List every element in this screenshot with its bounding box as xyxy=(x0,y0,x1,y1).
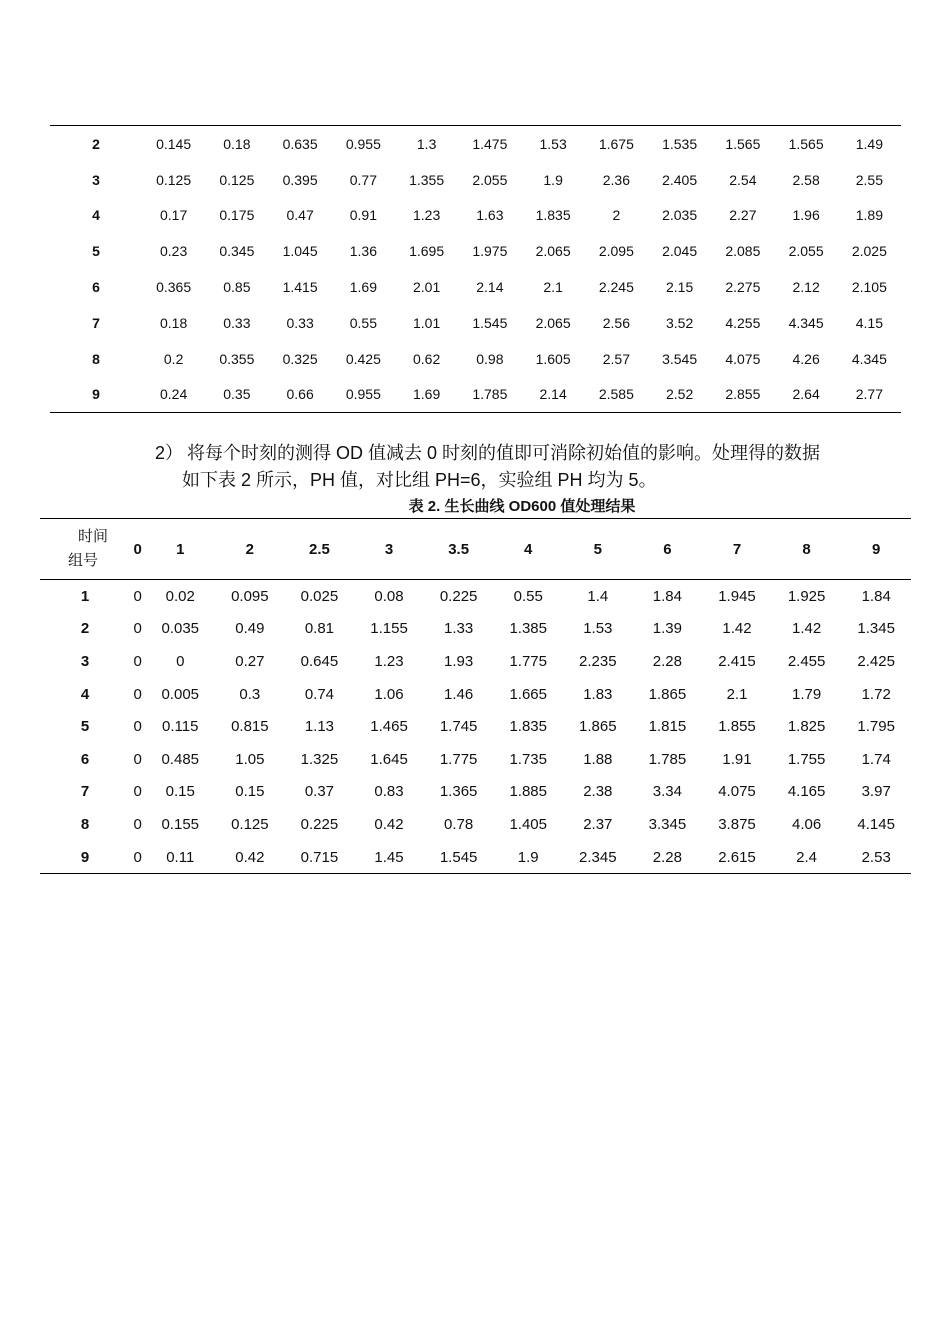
table-cell: 1.385 xyxy=(509,620,547,638)
table-cell: 0.095 xyxy=(231,587,269,605)
row-label: 9 xyxy=(80,848,90,866)
table-row xyxy=(40,613,911,646)
row-label: 8 xyxy=(80,815,90,833)
table-cell: 2.415 xyxy=(718,652,756,670)
table-cell: 1.045 xyxy=(282,243,318,260)
table-cell: 1.4 xyxy=(587,587,609,605)
table-cell: 0.645 xyxy=(300,652,339,670)
paragraph-line-2: 如下表 2 所示，PH 值，对比组 PH=6，实验组 PH 均为 5。 xyxy=(182,470,657,490)
table-cell: 0.15 xyxy=(235,783,265,801)
table-cell: 2.275 xyxy=(725,279,761,296)
table-cell: 0.025 xyxy=(300,587,339,605)
table-cell: 1.06 xyxy=(374,685,404,703)
table-cell: 1.91 xyxy=(722,750,752,768)
table-cell: 0.635 xyxy=(282,135,318,152)
table-cell: 2.37 xyxy=(583,815,613,833)
table-cell: 0.02 xyxy=(165,587,195,605)
table-cell: 1.23 xyxy=(374,652,404,670)
table-cell: 0.17 xyxy=(160,207,188,224)
table-cell: 1.755 xyxy=(787,750,826,768)
table-cell: 1.33 xyxy=(444,620,474,638)
table-cell: 1.39 xyxy=(652,620,682,638)
table-cell: 1.79 xyxy=(791,685,822,703)
table-cell: 1.69 xyxy=(413,386,441,403)
table-cell: 2.14 xyxy=(476,279,504,296)
table-cell: 4.345 xyxy=(788,314,824,331)
table-cell: 4.145 xyxy=(857,815,895,833)
table-row xyxy=(40,678,911,711)
table-cell: 0.85 xyxy=(223,279,251,296)
table-cell: 2.57 xyxy=(602,350,630,367)
row-label: 4 xyxy=(80,685,90,703)
table-cell: 0.18 xyxy=(223,135,251,152)
table-cell: 2.28 xyxy=(652,652,682,670)
table-cell: 0.37 xyxy=(304,783,335,801)
od600-processed-table xyxy=(40,518,911,874)
table-cell: 1.13 xyxy=(304,718,335,736)
table-cell: 0.77 xyxy=(349,171,377,188)
table-cell: 1.89 xyxy=(855,207,883,224)
table-row xyxy=(50,377,901,413)
table-cell: 0.47 xyxy=(286,207,314,224)
table-cell: 0.715 xyxy=(300,848,339,866)
table-cell: 1.475 xyxy=(472,135,508,152)
table-cell: 0.24 xyxy=(160,386,188,403)
table-cell: 1.745 xyxy=(439,718,478,736)
table-cell: 2.095 xyxy=(598,243,634,260)
table-cell: 1.46 xyxy=(444,685,474,703)
table2-caption-text: 表 2. 生长曲线 OD600 值处理结果 xyxy=(408,498,636,515)
table2-body xyxy=(40,580,911,874)
table-cell: 2.085 xyxy=(725,243,761,260)
table-cell: 0 xyxy=(133,815,142,833)
table-cell: 1.735 xyxy=(509,750,547,768)
column-header: 9 xyxy=(872,540,881,558)
table-cell: 2.28 xyxy=(652,848,682,866)
table-cell: 0 xyxy=(133,652,142,670)
table-cell: 2.36 xyxy=(602,171,630,188)
table-cell: 1.49 xyxy=(855,135,883,152)
table-cell: 1.565 xyxy=(725,135,761,152)
table-cell: 1.825 xyxy=(787,718,826,736)
table-cell: 2.56 xyxy=(602,314,630,331)
table-cell: 1.96 xyxy=(792,207,820,224)
table-cell: 0.11 xyxy=(166,848,195,866)
table-row xyxy=(40,808,911,841)
column-header: 3.5 xyxy=(448,540,470,558)
table-cell: 2.58 xyxy=(792,171,820,188)
row-label: 5 xyxy=(80,718,90,736)
table-cell: 1.325 xyxy=(300,750,339,768)
table2-caption xyxy=(0,495,950,516)
table-row xyxy=(50,269,901,305)
table-cell: 1.545 xyxy=(472,314,508,331)
table-cell: 1.53 xyxy=(583,620,613,638)
table-cell: 0.005 xyxy=(161,685,200,703)
table-cell: 0 xyxy=(133,783,142,801)
table-cell: 4.255 xyxy=(725,314,761,331)
table-cell: 1.72 xyxy=(861,685,891,703)
table-cell: 2.54 xyxy=(729,171,757,188)
table-cell: 1.675 xyxy=(598,135,634,152)
table-cell: 4.15 xyxy=(855,314,883,331)
table-row xyxy=(50,198,901,234)
table-cell: 1.36 xyxy=(349,243,377,260)
table-cell: 1.775 xyxy=(509,652,547,670)
table-cell: 1.63 xyxy=(476,207,504,224)
row-label: 7 xyxy=(80,783,90,801)
od600-raw-table-continued xyxy=(50,125,901,413)
table-cell: 1.865 xyxy=(648,685,687,703)
table-cell: 1.795 xyxy=(857,718,895,736)
table-cell: 0 xyxy=(133,718,142,736)
table-cell: 1.605 xyxy=(535,350,571,367)
table-cell: 0.125 xyxy=(231,815,269,833)
table-cell: 1.885 xyxy=(509,783,547,801)
table-cell: 0.33 xyxy=(286,314,314,331)
table-cell: 1.01 xyxy=(413,314,441,331)
table-cell: 1.9 xyxy=(543,171,563,188)
row-label: 9 xyxy=(92,386,100,403)
column-header: 3 xyxy=(384,540,394,558)
table-cell: 4.06 xyxy=(791,815,822,833)
row-label: 5 xyxy=(92,243,100,260)
table-cell: 4.075 xyxy=(725,350,761,367)
row-label: 8 xyxy=(92,350,100,367)
table-cell: 2.065 xyxy=(535,243,571,260)
table-cell: 0.08 xyxy=(374,587,404,605)
table-cell: 0 xyxy=(133,848,142,866)
table-cell: 1.465 xyxy=(370,718,408,736)
paragraph-line-1 xyxy=(155,440,885,467)
table-cell: 2 xyxy=(612,207,621,224)
table-cell: 1.775 xyxy=(439,750,478,768)
table-cell: 1.69 xyxy=(349,279,377,296)
table-cell: 1.155 xyxy=(370,620,408,638)
corner-group-label: 组号 xyxy=(68,552,99,569)
table-cell: 1.42 xyxy=(791,620,822,638)
corner-time-label: 时间 xyxy=(77,528,108,545)
table-cell: 2.585 xyxy=(598,386,634,403)
table-cell: 0.365 xyxy=(156,279,192,296)
table-cell: 2.4 xyxy=(796,848,818,866)
table-cell: 1.84 xyxy=(652,587,682,605)
row-label: 1 xyxy=(80,587,90,605)
table-cell: 0.355 xyxy=(219,350,255,367)
table-cell: 0.55 xyxy=(349,314,377,331)
table-cell: 1.53 xyxy=(539,135,567,152)
table-row xyxy=(40,645,911,678)
table-cell: 0.3 xyxy=(239,685,261,703)
row-label: 6 xyxy=(80,750,90,768)
table-cell: 2.855 xyxy=(725,386,761,403)
table-cell: 0.66 xyxy=(286,386,314,403)
table-cell: 0.55 xyxy=(513,587,543,605)
row-label: 3 xyxy=(92,171,100,188)
table-cell: 1.3 xyxy=(416,135,437,152)
column-header: 2.5 xyxy=(309,540,330,558)
table-cell: 1.835 xyxy=(509,718,547,736)
table-cell: 0.425 xyxy=(345,350,381,367)
table-cell: 3.345 xyxy=(648,815,687,833)
column-header: 8 xyxy=(802,540,811,558)
column-header: 6 xyxy=(663,540,672,558)
table-cell: 1.05 xyxy=(235,750,265,768)
table-row xyxy=(50,126,901,162)
table-cell: 1.545 xyxy=(439,848,478,866)
table-row xyxy=(40,710,911,743)
table-cell: 0.115 xyxy=(162,718,199,736)
table-cell: 4.345 xyxy=(851,350,887,367)
table-cell: 0.35 xyxy=(223,386,251,403)
table-cell: 0.74 xyxy=(304,685,335,703)
table-cell: 2.045 xyxy=(662,243,698,260)
table-cell: 1.42 xyxy=(722,620,752,638)
table-cell: 1.74 xyxy=(861,750,891,768)
table-cell: 1.975 xyxy=(472,243,508,260)
table-cell: 0.83 xyxy=(374,783,404,801)
table-cell: 0.955 xyxy=(345,135,381,152)
table-row xyxy=(40,841,911,874)
table-cell: 2.055 xyxy=(788,243,824,260)
table-cell: 2.055 xyxy=(472,171,508,188)
table-cell: 1.93 xyxy=(444,652,474,670)
table-cell: 0.155 xyxy=(161,815,200,833)
table1-body xyxy=(50,126,901,413)
table-cell: 0.98 xyxy=(476,350,504,367)
table-cell: 0.33 xyxy=(223,314,251,331)
table2-header-row xyxy=(40,519,911,580)
table-cell: 1.45 xyxy=(374,848,404,866)
table-cell: 1.355 xyxy=(409,171,445,188)
table-cell: 1.83 xyxy=(583,685,613,703)
table-cell: 0 xyxy=(176,652,185,670)
table-cell: 2.1 xyxy=(543,279,563,296)
table-cell: 2.425 xyxy=(857,652,895,670)
table-cell: 2.105 xyxy=(851,279,887,296)
table-cell: 2.345 xyxy=(579,848,617,866)
table-cell: 4.165 xyxy=(787,783,826,801)
table-cell: 0 xyxy=(133,750,142,768)
table2-header xyxy=(40,519,911,580)
table-cell: 0.62 xyxy=(413,350,441,367)
table-cell: 2.52 xyxy=(666,386,694,403)
row-label: 2 xyxy=(92,135,100,152)
table-cell: 2.035 xyxy=(662,207,698,224)
table-row xyxy=(40,743,911,776)
table-cell: 3.545 xyxy=(662,350,698,367)
table-row xyxy=(50,341,901,377)
row-label: 6 xyxy=(92,279,100,296)
table-cell: 1.84 xyxy=(861,587,891,605)
table-cell: 1.365 xyxy=(439,783,478,801)
table-cell: 1.345 xyxy=(857,620,895,638)
table-cell: 0.485 xyxy=(161,750,200,768)
table-cell: 0.325 xyxy=(282,350,318,367)
table-cell: 0.035 xyxy=(161,620,200,638)
table-cell: 2.27 xyxy=(729,207,757,224)
table-row xyxy=(40,776,911,809)
table-row xyxy=(50,162,901,198)
table-cell: 1.9 xyxy=(517,848,539,866)
table-cell: 0.2 xyxy=(163,350,184,367)
row-label: 3 xyxy=(80,652,90,670)
table-cell: 0.225 xyxy=(439,587,478,605)
paragraph-text-1: 将每个时刻的测得 OD 值减去 0 时刻的值即可消除初始值的影响。处理得的数据 xyxy=(187,443,821,463)
column-header: 1 xyxy=(176,540,185,558)
table-cell: 1.665 xyxy=(509,685,547,703)
table-cell: 2.77 xyxy=(855,386,883,403)
table-cell: 0.125 xyxy=(219,171,255,188)
table-cell: 1.695 xyxy=(409,243,445,260)
table-cell: 0.18 xyxy=(160,314,188,331)
table-cell: 1.855 xyxy=(718,718,756,736)
table-cell: 0.27 xyxy=(235,652,265,670)
table-cell: 2.615 xyxy=(718,848,756,866)
table-row xyxy=(40,580,911,613)
column-header: 5 xyxy=(593,540,602,558)
table-cell: 1.785 xyxy=(648,750,687,768)
table-cell: 1.415 xyxy=(282,279,318,296)
table-cell: 0.42 xyxy=(374,815,404,833)
table-cell: 0.225 xyxy=(300,815,339,833)
column-header: 0 xyxy=(133,540,142,558)
table-cell: 2.01 xyxy=(413,279,441,296)
table-cell: 1.565 xyxy=(788,135,824,152)
table-cell: 3.875 xyxy=(718,815,756,833)
column-header: 7 xyxy=(732,540,742,558)
processing-paragraph xyxy=(155,440,885,494)
table-cell: 2.235 xyxy=(579,652,617,670)
table-cell: 1.405 xyxy=(509,815,547,833)
table-cell: 2.53 xyxy=(861,848,891,866)
table2-corner-header xyxy=(40,519,130,580)
table-cell: 2.15 xyxy=(666,279,694,296)
table-cell: 0 xyxy=(133,587,142,605)
table-cell: 0.49 xyxy=(235,620,265,638)
table-cell: 2.14 xyxy=(539,386,567,403)
table-cell: 0.81 xyxy=(304,620,335,638)
table-cell: 1.645 xyxy=(370,750,408,768)
table-cell: 0.23 xyxy=(160,243,188,260)
table-cell: 2.12 xyxy=(792,279,820,296)
table-cell: 2.455 xyxy=(787,652,826,670)
table-row xyxy=(50,305,901,341)
table-cell: 0.145 xyxy=(156,135,192,152)
table-cell: 0.78 xyxy=(444,815,474,833)
row-label: 4 xyxy=(92,207,100,224)
table-cell: 4.26 xyxy=(792,350,820,367)
table-cell: 0 xyxy=(133,685,142,703)
table-cell: 1.835 xyxy=(535,207,571,224)
table-cell: 1.785 xyxy=(472,386,508,403)
paragraph-number: 2） xyxy=(155,443,184,463)
table-cell: 0.15 xyxy=(165,783,195,801)
table-cell: 0.42 xyxy=(235,848,265,866)
table-cell: 2.405 xyxy=(662,171,698,188)
table-cell: 2.065 xyxy=(535,314,571,331)
table-cell: 4.075 xyxy=(718,783,756,801)
table-cell: 1.815 xyxy=(648,718,687,736)
table-cell: 3.34 xyxy=(652,783,682,801)
table-row xyxy=(50,233,901,269)
table-cell: 2.025 xyxy=(851,243,887,260)
table-cell: 0.91 xyxy=(349,207,377,224)
column-header: 4 xyxy=(524,540,533,558)
column-header: 2 xyxy=(245,540,255,558)
table-cell: 2.64 xyxy=(792,386,820,403)
table-cell: 0.395 xyxy=(282,171,318,188)
table-cell: 0.175 xyxy=(219,207,255,224)
table-cell: 1.535 xyxy=(662,135,698,152)
table-cell: 1.925 xyxy=(787,587,826,605)
table-cell: 2.55 xyxy=(855,171,883,188)
table-cell: 1.865 xyxy=(579,718,617,736)
table-cell: 1.88 xyxy=(583,750,613,768)
table-cell: 0.345 xyxy=(219,243,255,260)
table-cell: 0.815 xyxy=(231,718,269,736)
table-cell: 1.23 xyxy=(413,207,441,224)
row-label: 7 xyxy=(92,314,100,331)
table-cell: 0.955 xyxy=(345,386,381,403)
row-label: 2 xyxy=(80,620,90,638)
table-cell: 1.945 xyxy=(718,587,756,605)
table-cell: 3.97 xyxy=(861,783,891,801)
table-cell: 0 xyxy=(133,620,142,638)
table-cell: 2.245 xyxy=(598,279,634,296)
table-cell: 0.125 xyxy=(156,171,192,188)
table-cell: 3.52 xyxy=(666,314,694,331)
table-cell: 2.38 xyxy=(583,783,613,801)
table-cell: 2.1 xyxy=(726,685,748,703)
